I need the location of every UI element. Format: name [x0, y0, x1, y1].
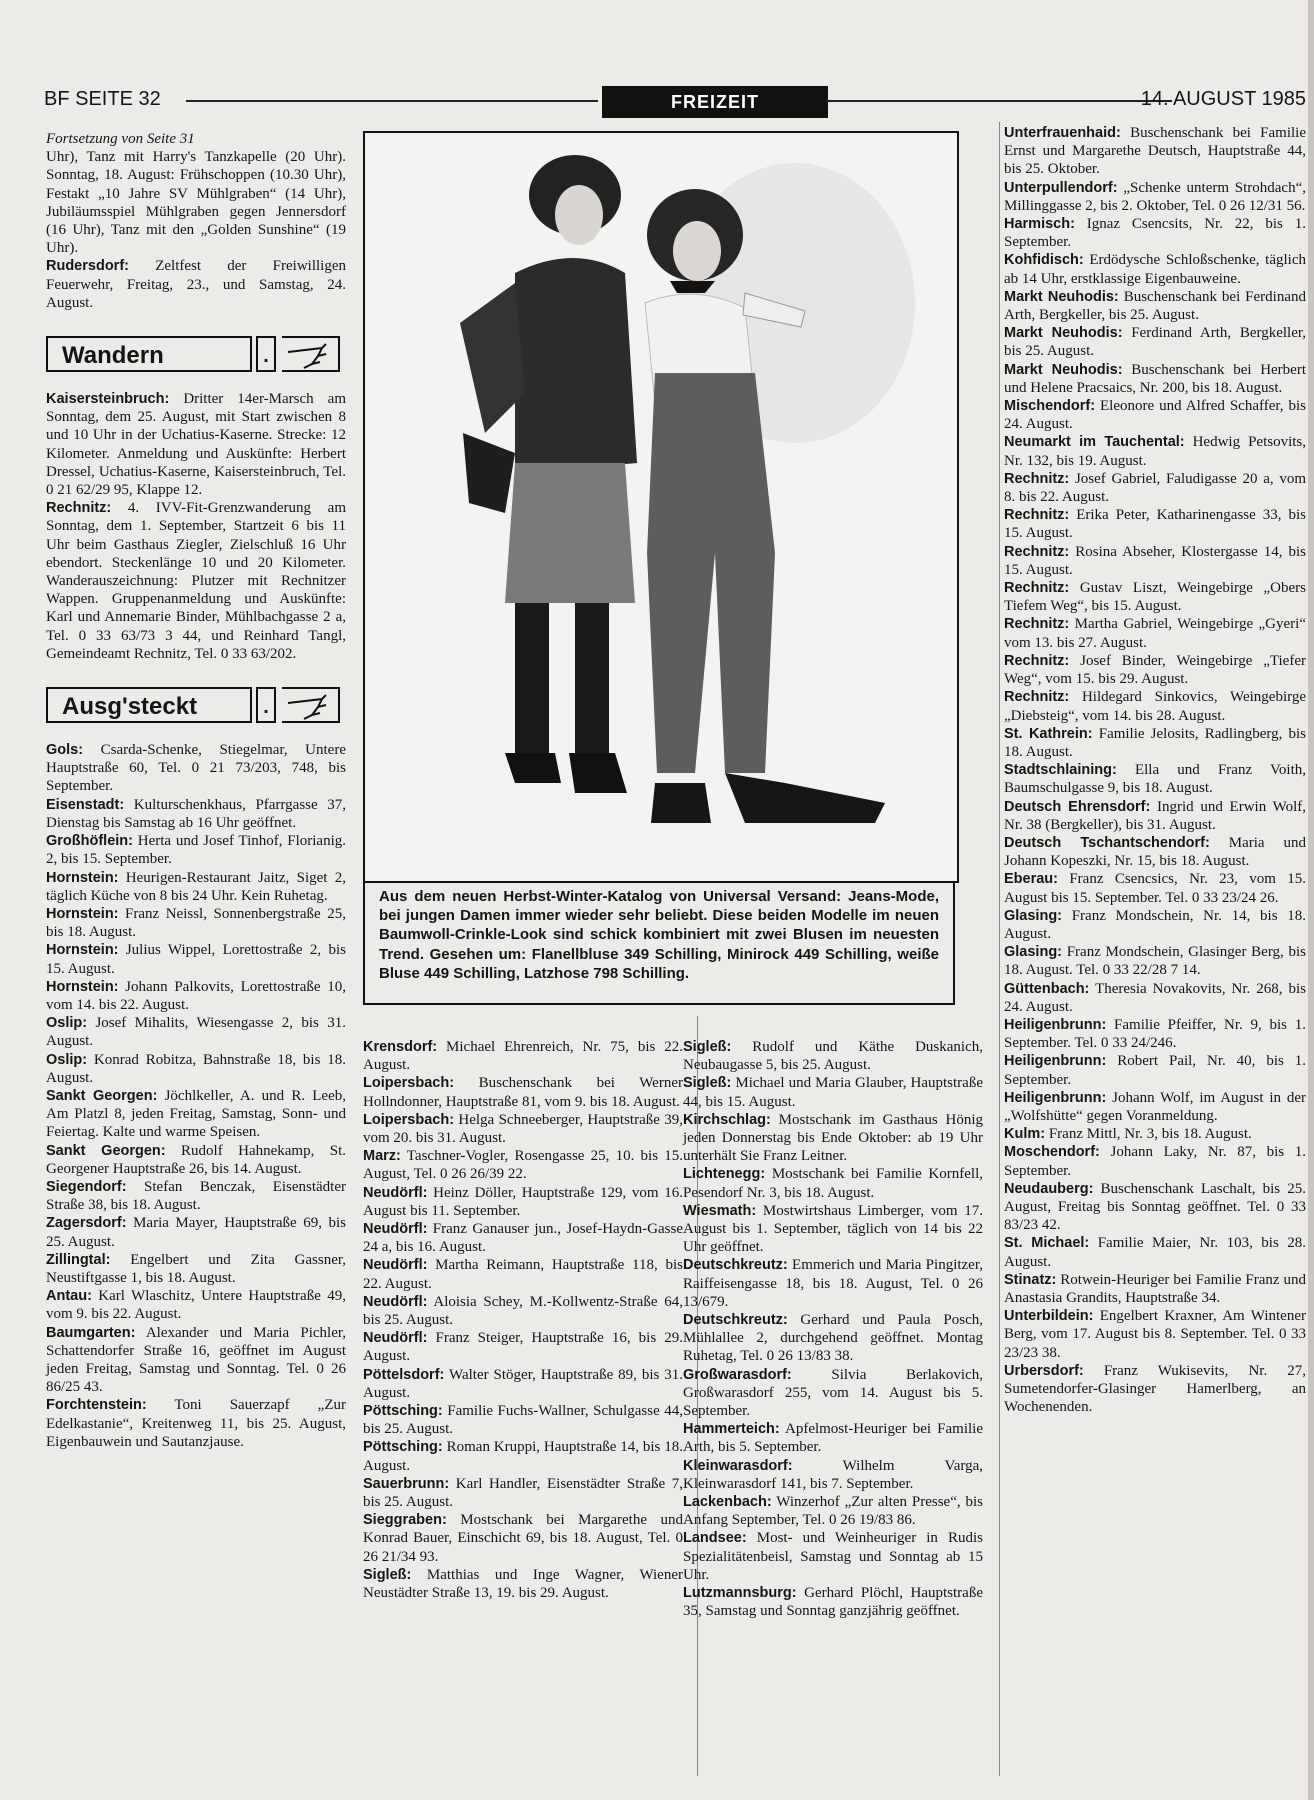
- entry-details: Buschenschank Laschalt, bis 25. August, Freitag bis Sonntag geöffnet. Tel. 0 33 83/23 42.: [1004, 1180, 1306, 1234]
- entry-details: Apfelmost-Heuriger bei Familie Arth, bis 5. September.: [683, 1421, 983, 1456]
- entry-place: Forchtenstein:: [46, 1397, 147, 1414]
- photo-caption: Aus dem neuen Herbst-Winter-Katalog von Universal Versand: Jeans-Mode, bei jungen Damen immer wieder sehr beliebt. Diese beiden Modelle im neuen Baumwoll-Crinkle-Look sind schick kombiniert mit zwei Blusen im neuesten Trend. Gesehen um: Flanellbluse 349 Schilling, Minirock 449 Schilling, weiße Bluse 449 Schilling, Latzhose 798 Schilling.: [363, 881, 955, 1005]
- entry-place: Hornstein:: [46, 869, 119, 886]
- listing-entry: [1004, 215, 1306, 251]
- listing-entry: [46, 905, 346, 941]
- listing-entry: [1004, 506, 1306, 542]
- listing-entry: [1004, 834, 1306, 870]
- entry-place: Unterbildein:: [1004, 1308, 1094, 1325]
- entry-details: Engelbert Kraxner, Am Wintener Berg, vom 17. August bis 8. September. Tel. 0 33 23/23 38.: [1004, 1308, 1306, 1361]
- entry-place: Rechnitz:: [1004, 470, 1070, 487]
- entry-details: Franz Mondschein, Nr. 14, bis 18. August.: [1004, 907, 1306, 942]
- listing-entry: [683, 1311, 983, 1366]
- listing-entry: [683, 1493, 983, 1529]
- entry-details: Familie Pfeiffer, Nr. 9, bis 1. September. Tel. 0 33 24/246.: [1004, 1016, 1306, 1052]
- entry-details: Gerhard Plöchl, Hauptstraße 35, Samstag und Sonntag ganzjährig geöffnet.: [683, 1585, 983, 1620]
- heading-dot: .: [256, 336, 276, 372]
- listing-entry: [1004, 761, 1306, 797]
- entry-place: Rechnitz:: [1004, 507, 1070, 524]
- page-header: [44, 86, 1306, 116]
- listing-entry: [363, 1184, 683, 1220]
- listing-entry: [1004, 1180, 1306, 1235]
- entry-place: Kaisersteinbruch:: [46, 391, 170, 408]
- entry-place: Rechnitz:: [1004, 652, 1070, 669]
- entry-place: Glasing:: [1004, 907, 1063, 924]
- entry-details: Herta und Josef Tinhof, Florianig. 2, bis 15. September.: [46, 833, 346, 868]
- entry-place: Pöttsching:: [363, 1403, 443, 1420]
- entry-place: Markt Neuhodis:: [1004, 288, 1119, 305]
- entry-details: Franz Csencsics, Nr. 23, vom 15. August bis 15. September. Tel. 0 33 23/24 26.: [1004, 871, 1306, 906]
- listing-entry: [683, 1256, 983, 1311]
- entry-details: Rudolf Hahnekamp, St. Georgener Hauptstraße 26, bis 14. August.: [46, 1142, 346, 1177]
- entry-place: Landsee:: [683, 1530, 747, 1547]
- entry-place: Heiligenbrunn:: [1004, 1016, 1107, 1033]
- listing-entry: [1004, 324, 1306, 360]
- entry-details: Gustav Liszt, Weingebirge „Obers Tiefem Weg“, bis 15. August.: [1004, 580, 1306, 615]
- entry-place: Lutzmannsburg:: [683, 1585, 797, 1602]
- column-1: [46, 130, 346, 1451]
- listing-entry: [46, 1087, 346, 1142]
- entry-details: Ingrid und Erwin Wolf, Nr. 38 (Bergkeller), bis 31. August.: [1004, 798, 1306, 833]
- entry-details: Engelbert und Zita Gassner, Neustiftgasse 1, bis 18. August.: [46, 1251, 346, 1286]
- listing-entry: [46, 390, 346, 499]
- listing-entry: [46, 1178, 346, 1214]
- entry-details: Johann Palkovits, Lorettostraße 10, vom 14. bis 22. August.: [46, 978, 346, 1013]
- entry-details: Franz Wukisevits, Nr. 27, Sumetendorfer-Glasinger Hamerlberg, an Wochenenden.: [1004, 1362, 1306, 1416]
- entry-place: Neudörfl:: [363, 1293, 428, 1310]
- entry-place: Hornstein:: [46, 978, 119, 995]
- entry-place: Kirchschlag:: [683, 1111, 771, 1128]
- listing-entry: [1004, 361, 1306, 397]
- entry-details: Franz Ganauser jun., Josef-Haydn-Gasse 24 a, bis 16. August.: [363, 1221, 683, 1256]
- entry-details: Ignaz Csencsits, Nr. 22, bis 1. September.: [1004, 216, 1306, 251]
- entry-place: Neudörfl:: [363, 1330, 428, 1347]
- listing-entry: [1004, 943, 1306, 979]
- listing-entry: [683, 1074, 983, 1110]
- listing-entry: [363, 1074, 683, 1110]
- listing-entry: [363, 1511, 683, 1566]
- listing-entry: [683, 1165, 983, 1201]
- listing-entry: [46, 1214, 346, 1250]
- section-heading: Wandern: [46, 336, 252, 372]
- continuation-note: Fortsetzung von Seite 31: [46, 131, 195, 147]
- entry-details: Theresia Novakovits, Nr. 268, bis 24. August.: [1004, 980, 1306, 1015]
- entry-details: Franz Mondschein, Glasinger Berg, bis 18. August. Tel. 0 33 22/28 7 14.: [1004, 944, 1306, 979]
- listing-entry: [1004, 1125, 1306, 1143]
- listing-entry: [1004, 798, 1306, 834]
- entry-details: Karl Wlaschitz, Untere Hauptstraße 49, vom 9. bis 22. August.: [46, 1288, 346, 1323]
- column-rule: [999, 122, 1000, 1776]
- entry-details: Emmerich und Maria Pingitzer, Raiffeisengasse 18, bis 18. August, Tel. 0 26 13/679.: [683, 1257, 983, 1310]
- listing-entry: [683, 1038, 983, 1074]
- listing-entry: [683, 1111, 983, 1166]
- listing-entry: [46, 1396, 346, 1451]
- entry-place: Sigleß:: [683, 1039, 732, 1055]
- entry-place: Heiligenbrunn:: [1004, 1053, 1107, 1070]
- section-heading: Ausg'steckt: [46, 687, 252, 723]
- entry-details: Robert Pail, Nr. 40, bis 1. September.: [1004, 1053, 1306, 1088]
- entry-details: Mostschank im Gasthaus Hönig jeden Donnerstag bis Ende Oktober: ab 19 Uhr unterhält Sie Franz Leitner.: [683, 1111, 983, 1165]
- wandern-heading-box: [46, 336, 346, 376]
- entry-details: Erdödysche Schloßschenke, täglich ab 14 Uhr, erstklassige Eigenbauweine.: [1004, 252, 1306, 287]
- entry-details: Buschenschank bei Ferdinand Arth, Bergkeller, bis 25. August.: [1004, 288, 1306, 324]
- fashion-photo: [363, 131, 959, 883]
- listing-entry: [1004, 980, 1306, 1016]
- entry-place: Siegendorf:: [46, 1178, 127, 1195]
- listing-entry: [363, 1147, 683, 1183]
- listing-entry: [46, 1142, 346, 1178]
- entry-place: Lackenbach:: [683, 1494, 772, 1511]
- listing-entry: [363, 1111, 683, 1147]
- listing-entry: [1004, 725, 1306, 761]
- entry-details: Buschenschank bei Familie Ernst und Margarethe Deutsch, Hauptstraße 44, bis 25. Oktober.: [1004, 125, 1306, 178]
- entry-details: Alexander und Maria Pichler, Schattendorfer Straße 16, geöffnet im August jeden Freitag, Samstag und Sonntag. Tel. 0 26 86/25 43.: [46, 1324, 346, 1396]
- entry-details: Karl Handler, Eisenstädter Straße 7, bis 25. August.: [363, 1475, 683, 1511]
- entry-place: Neudörfl:: [363, 1257, 428, 1274]
- entry-details: Franz Neissl, Sonnenbergstraße 25, bis 18. August.: [46, 905, 346, 941]
- entry-place: St. Michael:: [1004, 1235, 1090, 1252]
- entry-details: Silvia Berlakovich, Großwarasdorf 255, vom 14. August bis 5. September.: [683, 1366, 983, 1420]
- entry-place: Neudörfl:: [363, 1184, 428, 1201]
- listing-entry: [363, 1293, 683, 1329]
- entry-details: Ferdinand Arth, Bergkeller, bis 25. August.: [1004, 325, 1307, 360]
- entry-place: Deutschkreutz:: [683, 1257, 788, 1274]
- listing-entry: [363, 1220, 683, 1256]
- column-4: [1004, 124, 1306, 1416]
- listing-entry: [1004, 1362, 1306, 1417]
- listing-entry: [1004, 397, 1306, 433]
- pointing-hand-icon: [282, 336, 340, 372]
- entry-place: Markt Neuhodis:: [1004, 361, 1123, 378]
- entry-place: Zillingtal:: [46, 1251, 111, 1268]
- entry-place: Rechnitz:: [1004, 689, 1070, 706]
- listing-entry: [1004, 907, 1306, 943]
- entry-details: Erika Peter, Katharinengasse 33, bis 15. August.: [1004, 507, 1306, 542]
- entry-place: Sankt Georgen:: [46, 1142, 166, 1159]
- entry-place: Antau:: [46, 1288, 92, 1305]
- issue-date: 14. AUGUST 1985: [1140, 88, 1306, 110]
- entry-details: Stefan Benczak, Eisenstädter Straße 38, bis 18. August.: [46, 1178, 346, 1214]
- entry-place: Pöttelsdorf:: [363, 1366, 445, 1383]
- entry-details: Maria Mayer, Hauptstraße 69, bis 25. August.: [46, 1215, 346, 1250]
- entry-details: Heinz Döller, Hauptstraße 129, vom 16. August bis 11. September.: [363, 1184, 683, 1219]
- page-number: BF SEITE 32: [44, 88, 161, 110]
- listing-entry: [683, 1366, 983, 1421]
- two-models-image: [365, 133, 957, 881]
- listing-entry: [1004, 470, 1306, 506]
- entry-place: Gols:: [46, 742, 84, 759]
- entry-details: Gerhard und Paula Posch, Mühlallee 2, durchgehend geöffnet. Montag Ruhetag, Tel. 0 26 13/83 38.: [683, 1312, 983, 1365]
- entry-details: Mostschank bei Margarethe und Konrad Bauer, Einschicht 69, bis 18. August, Tel. 0 26 21/34 93.: [363, 1512, 683, 1565]
- entry-details: Konrad Robitza, Bahnstraße 18, bis 18. August.: [46, 1051, 346, 1086]
- entry-details: Helga Schneeberger, Hauptstraße 39, vom 20. bis 31. August.: [363, 1111, 683, 1147]
- listing-entry: [46, 832, 346, 868]
- entry-details: Most- und Weinheuriger in Rudis Spezialitätenbeisl, Samstag und Sonntag ab 15 Uhr.: [683, 1530, 983, 1583]
- listing-entry: [1004, 615, 1306, 651]
- entry-details: Eleonore und Alfred Schaffer, bis 24. August.: [1004, 398, 1306, 433]
- entry-place: Loipersbach:: [363, 1111, 455, 1128]
- entry-details: Rosina Abseher, Klostergasse 14, bis 15. August.: [1004, 543, 1306, 578]
- listing-entry: [46, 1287, 346, 1323]
- entry-place: Oslip:: [46, 1015, 88, 1032]
- entry-place: Mischendorf:: [1004, 398, 1096, 415]
- entry-place: Deutsch Tschantschendorf:: [1004, 834, 1210, 851]
- entry-details: Johann Laky, Nr. 87, bis 1. September.: [1004, 1144, 1306, 1179]
- entry-place: Loipersbach:: [363, 1075, 455, 1092]
- entry-place: Eisenstadt:: [46, 796, 125, 813]
- entry-place: St. Kathrein:: [1004, 725, 1093, 742]
- listing-entry: [46, 1014, 346, 1050]
- entry-details: Josef Gabriel, Faludigasse 20 a, vom 8. bis 22. August.: [1004, 470, 1306, 506]
- listing-entry: [1004, 288, 1306, 324]
- entry-details: Josef Mihalits, Wiesengasse 2, bis 31. August.: [46, 1015, 346, 1050]
- article-text: Uhr), Tanz mit Harry's Tanzkapelle (20 Uhr). Sonntag, 18. August: Frühschoppen (10.30 Uhr), Festakt „10 Jahre SV Mühlgraben“ (14 Uhr), Jubiläumsspiel Mühlgraben gegen Jennersdorf (16 Uhr), Tanz mit den „Golden Sunshine“ (19 Uhr).: [46, 149, 346, 257]
- listing-entry: [1004, 688, 1306, 724]
- entry-details: Familie Fuchs-Wallner, Schulgasse 44, bis 25. August.: [363, 1403, 683, 1438]
- entry-details: Matthias und Inge Wagner, Wiener Neustädter Straße 13, 19. bis 29. August.: [363, 1566, 683, 1602]
- entry-details: Hildegard Sinkovics, Weingebirge „Diebsteig“, vom 14. bis 28. August.: [1004, 689, 1306, 724]
- entry-place: Kohfidisch:: [1004, 252, 1084, 269]
- entry-details: Mostwirtshaus Limberger, vom 17. August bis 1. September, täglich von 14 bis 22 Uhr geöffnet.: [683, 1202, 983, 1256]
- entry-details: Mostschank bei Familie Kornfell, Pesendorf Nr. 3, bis 18. August.: [683, 1166, 983, 1201]
- listing-entry: [683, 1529, 983, 1584]
- entry-details: Winzerhof „Zur alten Presse“, bis Anfang September, Tel. 0 26 19/83 86.: [683, 1494, 983, 1529]
- listing-entry: [46, 1051, 346, 1087]
- listing-entry: [683, 1420, 983, 1456]
- entry-place: Sieggraben:: [363, 1512, 447, 1529]
- listing-entry: [46, 869, 346, 905]
- entry-place: Hammerteich:: [683, 1421, 780, 1438]
- listing-entry: [363, 1566, 683, 1602]
- entry-place: Kulm:: [1004, 1126, 1046, 1143]
- entry-details: „Schenke unterm Strohdach“, Millinggasse 2, bis 2. Oktober, Tel. 0 26 12/31 56.: [1004, 179, 1306, 214]
- entry-details: Martha Reimann, Hauptstraße 118, bis 22. August.: [363, 1257, 683, 1292]
- entry-details: Johann Wolf, im August in der „Wolfshütte“ gegen Voranmeldung.: [1004, 1089, 1306, 1124]
- entry-details: Roman Kruppi, Hauptstraße 14, bis 18. August.: [363, 1439, 683, 1474]
- entry-place: Lichtenegg:: [683, 1166, 766, 1183]
- listing-entry: [1004, 543, 1306, 579]
- entry-place: Baumgarten:: [46, 1324, 136, 1341]
- entry-details: Walter Stöger, Hauptstraße 89, bis 31. August.: [363, 1366, 683, 1401]
- section-label: FREIZEIT: [602, 86, 828, 118]
- listing-entry: [1004, 1307, 1306, 1362]
- entry-place: Neudörfl:: [363, 1221, 428, 1238]
- listing-entry: [1004, 1143, 1306, 1179]
- entry-place: Rechnitz:: [1004, 616, 1070, 633]
- listing-entry: [46, 941, 346, 977]
- listing-entry: [1004, 1234, 1306, 1270]
- entry-place: Neudauberg:: [1004, 1180, 1094, 1197]
- entry-place: Sankt Georgen:: [46, 1087, 158, 1104]
- entry-details: Buschenschank bei Werner Hollndonner, Hauptstraße 81, vom 9. bis 18. August.: [363, 1075, 683, 1110]
- entry-details: Kulturschenkhaus, Pfarrgasse 37, Dienstag bis Samstag ab 16 Uhr geöffnet.: [46, 796, 346, 831]
- column-2: [363, 1038, 683, 1602]
- page-edge: [1308, 0, 1314, 1800]
- entry-place: Pöttsching:: [363, 1439, 443, 1456]
- entry-place: Marz:: [363, 1148, 401, 1165]
- entry-place: Unterpullendorf:: [1004, 179, 1118, 196]
- entry-place: Oslip:: [46, 1051, 88, 1068]
- entry-details: Taschner-Vogler, Rosengasse 25, 10. bis 15. August, Tel. 0 26 26/39 22.: [363, 1148, 683, 1183]
- entry-details: Aloisia Schey, M.-Kollwentz-Straße 64, bis 25. August.: [363, 1293, 683, 1329]
- entry-place: Stadtschlaining:: [1004, 762, 1117, 779]
- entry-place: Sauerbrunn:: [363, 1475, 450, 1492]
- entry-place: Moschendorf:: [1004, 1144, 1100, 1161]
- entry-place: Rechnitz:: [1004, 580, 1070, 597]
- listing-entry: [46, 796, 346, 832]
- entry-place: Heiligenbrunn:: [1004, 1089, 1107, 1106]
- listing-entry: [683, 1584, 983, 1620]
- listing-entry: [1004, 124, 1306, 179]
- entry-details: Familie Maier, Nr. 103, bis 28. August.: [1004, 1235, 1306, 1270]
- listing-entry: [363, 1475, 683, 1511]
- entry-place: Deutschkreutz:: [683, 1312, 788, 1329]
- listing-entry: [46, 978, 346, 1014]
- entry-details: Heurigen-Restaurant Jaitz, Siget 2, täglich Küche von 8 bis 24 Uhr. Kein Ruhetag.: [46, 869, 346, 904]
- entry-details: Maria und Johann Kopeszki, Nr. 15, bis 18. August.: [1004, 834, 1306, 870]
- listing-entry: [46, 741, 346, 796]
- entry-place: Wiesmath:: [683, 1202, 757, 1219]
- entry-place: Krensdorf:: [363, 1039, 438, 1055]
- entry-place: Güttenbach:: [1004, 980, 1090, 997]
- entry-details: Dritter 14er-Marsch am Sonntag, dem 25. August, mit Start zwischen 8 und 10 Uhr in der Uchatius-Kaserne. Strecke: 12 Kilometer. Anmeldung und Auskünfte: Herbert Dressel, Uchatius-Kaserne, Kaisersteinbruch, Tel. 0 21 62/29 95, Klappe 12.: [46, 391, 346, 499]
- listing-entry: [1004, 1016, 1306, 1052]
- entry-details: Franz Steiger, Hauptstraße 16, bis 29. August.: [363, 1330, 683, 1365]
- listing-entry: [363, 1438, 683, 1474]
- listing-entry: [46, 1251, 346, 1287]
- entry-details: Franz Mittl, Nr. 3, bis 18. August.: [1045, 1126, 1252, 1143]
- listing-entry: [46, 1324, 346, 1397]
- entry-place: Rechnitz:: [1004, 543, 1070, 560]
- entry-place: Sigleß:: [683, 1075, 732, 1092]
- listing-entry: [1004, 1052, 1306, 1088]
- entry-details: 4. IVV-Fit-Grenzwanderung am Sonntag, dem 1. September, Startzeit 6 bis 11 Uhr beim Gasthaus Ziegler, Zielschluß 16 Uhr ebendort. Steckenlänge 10 und 20 Kilometer. Wanderauszeichnung: Plutzer mit Rechnitzer Wappen. Gruppenanmeldung und Auskünfte: Karl und Annemarie Binder, Mühlbachgasse 2 a, Tel. 0 33 63/73 3 44, und Reinhard Tangl, Gemeindeamt Rechnitz, Tel. 0 33 63/202.: [46, 500, 346, 662]
- entry-details: Michael Ehrenreich, Nr. 75, bis 22. August.: [363, 1039, 683, 1074]
- listing-entry: [1004, 870, 1306, 906]
- ausgsteckt-heading-box: [46, 687, 346, 727]
- wandern-list: [46, 390, 346, 663]
- listing-entry: [363, 1402, 683, 1438]
- pointing-hand-icon: [282, 687, 340, 723]
- listing-entry: [1004, 1089, 1306, 1125]
- entry-place: Kleinwarasdorf:: [683, 1457, 793, 1474]
- entry-details: Ella und Franz Voith, Baumschulgasse 9, bis 18. August.: [1004, 762, 1306, 797]
- listing-entry: [1004, 179, 1306, 215]
- heading-dot: .: [256, 687, 276, 723]
- entry-place: Stinatz:: [1004, 1271, 1057, 1288]
- column-3: [683, 1038, 983, 1621]
- listing-entry: Rudersdorf: Zeltfest der Freiwilligen Feuerwehr, Freitag, 23., und Samstag, 24. August.: [46, 258, 346, 311]
- entry-place: Großhöflein:: [46, 833, 133, 850]
- entry-details: Rudolf und Käthe Duskanich, Neubaugasse 5, bis 25. August.: [683, 1039, 983, 1074]
- entry-place: Markt Neuhodis:: [1004, 325, 1123, 342]
- entry-details: Buschenschank bei Herbert und Helene Pracsaics, Nr. 200, bis 18. August.: [1004, 361, 1306, 396]
- listing-entry: [363, 1038, 683, 1074]
- entry-details: Julius Wippel, Lorettostraße 2, bis 15. August.: [46, 942, 346, 977]
- listing-entry: [363, 1366, 683, 1402]
- entry-details: Csarda-Schenke, Stiegelmar, Untere Hauptstraße 60, Tel. 0 21 73/203, 748, bis September.: [46, 742, 346, 795]
- listing-entry: [1004, 1271, 1306, 1307]
- header-rule-right: [826, 100, 1172, 102]
- listing-entry: [683, 1457, 983, 1493]
- entry-place: Urbersdorf:: [1004, 1362, 1084, 1379]
- ausgsteckt-list: [46, 741, 346, 1451]
- listing-entry: [1004, 652, 1306, 688]
- header-rule-left: [186, 100, 598, 102]
- entry-details: Rotwein-Heuriger bei Familie Franz und Anastasia Grandits, Hauptstraße 34.: [1004, 1271, 1306, 1306]
- entry-details: Hedwig Petsovits, Nr. 132, bis 19. August.: [1004, 434, 1306, 469]
- listing-entry: [1004, 579, 1306, 615]
- entry-details: Familie Jelosits, Radlingberg, bis 18. August.: [1004, 725, 1307, 760]
- entry-place: Glasing:: [1004, 944, 1063, 961]
- listing-entry: [1004, 251, 1306, 287]
- entry-place: Eberau:: [1004, 871, 1058, 888]
- listing-entry: [363, 1329, 683, 1365]
- entry-place: Sigleß:: [363, 1566, 412, 1583]
- entry-place: Hornstein:: [46, 905, 119, 922]
- entry-place: Deutsch Ehrensdorf:: [1004, 798, 1151, 815]
- entry-place: Hornstein:: [46, 942, 119, 959]
- entry-place: Unterfrauenhaid:: [1004, 125, 1121, 141]
- entry-details: Martha Gabriel, Weingebirge „Gyeri“ vom 13. bis 27. August.: [1004, 616, 1306, 651]
- entry-place: Großwarasdorf:: [683, 1366, 792, 1383]
- entry-details: Michael und Maria Glauber, Hauptstraße 44, bis 15. August.: [683, 1075, 983, 1110]
- entry-place: Zagersdorf:: [46, 1215, 127, 1232]
- entry-details: Wilhelm Varga, Kleinwarasdorf 141, bis 7. September.: [683, 1457, 983, 1492]
- entry-place: Harmisch:: [1004, 216, 1075, 233]
- entry-place: Neumarkt im Tauchental:: [1004, 434, 1185, 451]
- listing-entry: [46, 499, 346, 663]
- entry-place: Rechnitz:: [46, 500, 112, 517]
- listing-entry: [683, 1202, 983, 1257]
- entry-details: Jöchlkeller, A. und R. Leeb, Am Platzl 8, jeden Freitag, Samstag, Sonn- und Feiertag. Kalte und warme Speisen.: [46, 1087, 346, 1141]
- entry-details: Josef Binder, Weingebirge „Tiefer Weg“, vom 15. bis 29. August.: [1004, 652, 1306, 688]
- listing-entry: [1004, 433, 1306, 469]
- entry-details: Toni Sauerzapf „Zur Edelkastanie“, Kreitenweg 11, bis 25. August, Eigenbauwein und Sautanzjause.: [46, 1397, 346, 1450]
- listing-entry: [363, 1256, 683, 1292]
